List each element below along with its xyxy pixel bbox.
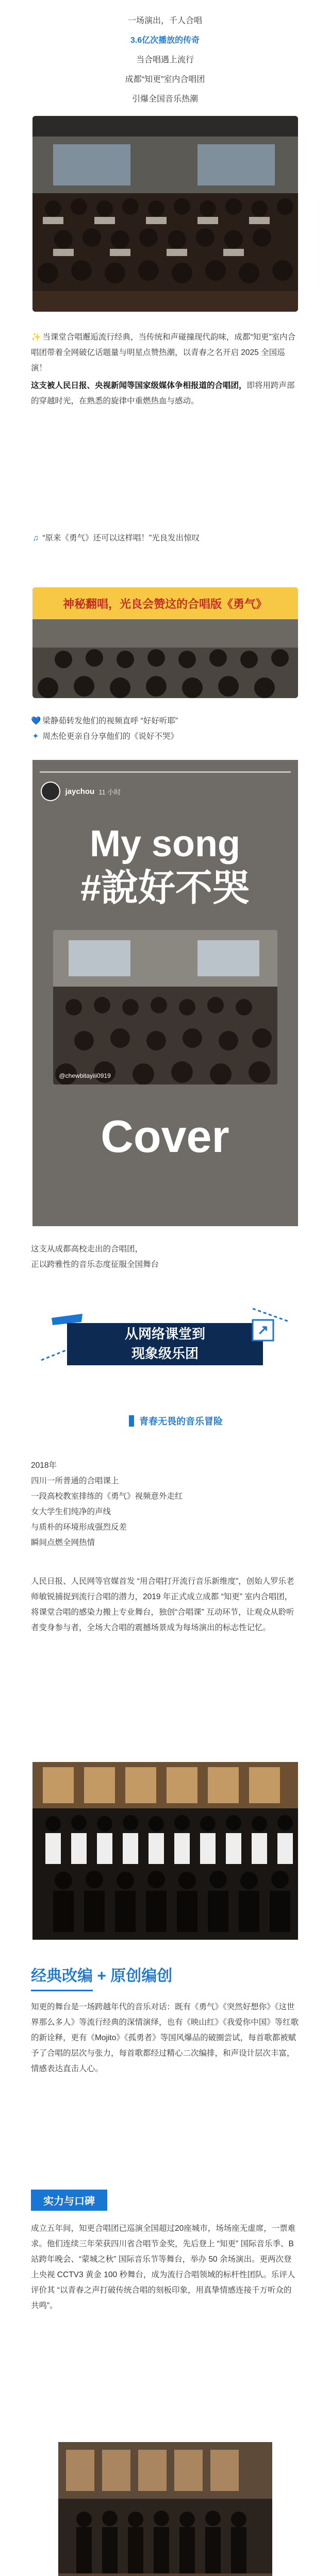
para-after-story-line2: 正以跨雅性的音乐态度征服全国舞台 bbox=[31, 1260, 159, 1269]
timeline-line-5: 瞬间点燃全网热情 bbox=[31, 1538, 95, 1547]
story-header bbox=[41, 782, 121, 801]
banner-online-line1: 从网络课堂到 bbox=[124, 1326, 205, 1342]
banner-caption: 神秘翻唱，光良会赞这的合唱版《勇气》 bbox=[62, 597, 267, 611]
choir-stage-illustration bbox=[58, 2442, 272, 2576]
sparkle-icon: ✦ bbox=[32, 732, 39, 741]
concert-stage-illustration bbox=[32, 1762, 298, 1940]
svg-text:↗: ↗ bbox=[257, 1322, 269, 1337]
para-intro-text2-prefix: 这支被人民日报、央视新闻等国家级媒体争相报道的合唱团， bbox=[31, 381, 247, 390]
intro-line-5: 引爆全国音乐热潮 bbox=[131, 95, 198, 104]
quote-guangliang bbox=[0, 531, 330, 546]
para-intro-text2-suffix: 即将用跨声部的穿越时光，在熟悉的旋律中重燃热血与感动。 bbox=[31, 381, 295, 405]
story-progress-bar bbox=[40, 771, 291, 773]
timeline-year: 2018年 bbox=[31, 1461, 57, 1470]
intro-block bbox=[0, 11, 330, 109]
sparkle-icon: ✨ bbox=[31, 333, 41, 342]
photo-courage-cover bbox=[32, 587, 298, 698]
section-classic-title: 经典改编 + 原创编创 bbox=[31, 1968, 173, 1985]
quote-celebrities-line2: 周杰伦更亲自分享他们的《说好不哭》 bbox=[42, 732, 178, 741]
para-intro-text: 当课堂合唱邂逅流行经典，当传统和声碰撞现代韵味，成都“知更”室内合唱团带着全网破亿话题量与明星点赞热潮，以青春之名开启 2025 全国巡演！ bbox=[31, 333, 296, 372]
banner-online-line2: 现象级乐团 bbox=[131, 1346, 199, 1361]
story-time: 11 小时 bbox=[98, 788, 121, 796]
subtitle-pill bbox=[129, 1414, 223, 1428]
photo-concert-stage bbox=[32, 1762, 298, 1940]
story-watermark: @chewbitayiii0919 bbox=[59, 1072, 111, 1079]
intro-line-1: 一场演出，千人合唱 bbox=[127, 16, 202, 25]
subtitle-pill-text: 青春无畏的音乐冒险 bbox=[139, 1416, 223, 1427]
story-video-frame bbox=[53, 930, 277, 1084]
section-strength bbox=[0, 2190, 330, 2314]
para-media bbox=[0, 1574, 330, 1636]
section-classic bbox=[0, 1963, 330, 2077]
para-after-story-line1: 这支从成都高校走出的合唱团， bbox=[31, 1245, 143, 1253]
para-media-text: 人民日报、人民网等官媒首发 “用合唱打开流行音乐新维度”，创始人罗乐老师敏锐捕捉到流行合唱的潜力，2019 年正式成立成都 “知更” 室内合唱团，将课堂合唱的感染力搬上专业舞台，独创“合唱课” 互动环节，让观众从聆听者变身参与者，全场大合唱的震撼场景成为每场演出的标志性记忆。 bbox=[31, 1577, 294, 1632]
banner-online-title bbox=[67, 1324, 263, 1363]
quote-guangliang-text: “原来《勇气》还可以这样唱！”光良发出惊叹 bbox=[42, 534, 200, 543]
section-banner-online bbox=[0, 1293, 330, 1381]
story-video-illustration bbox=[53, 930, 277, 1084]
avatar bbox=[41, 782, 60, 801]
heart-icon: 💙 bbox=[31, 717, 41, 725]
story-cover-label: Cover bbox=[101, 1111, 229, 1162]
courage-cover-illustration bbox=[32, 587, 298, 698]
quote-celebrities-line1: 梁静茹转发他们的视频直呼 “好好听耶” bbox=[42, 717, 178, 725]
timeline-block bbox=[0, 1458, 330, 1551]
story-title bbox=[32, 822, 298, 910]
music-note-icon: ♫ bbox=[32, 534, 39, 543]
photo-choir-classroom bbox=[32, 116, 298, 312]
story-title-line2: #說好不哭 bbox=[80, 868, 250, 909]
quote-celebrities bbox=[0, 714, 330, 744]
story-screenshot bbox=[32, 760, 298, 1226]
timeline-line-4: 与质朴的环境形成强烈反差 bbox=[31, 1523, 127, 1532]
choir-classroom-illustration bbox=[32, 116, 298, 312]
title-underline bbox=[31, 1990, 93, 1991]
section-classic-text: 知更的舞台是一场跨越年代的音乐对话：既有《勇气》《突然好想你》《这世界那么多人》等流行经典的深情演绎，也有《映山红》《我爱你中国》等红歌的新诠释，更有《Mojito》《孤勇者》等国风爆品的破圈尝试，每首歌都被赋予了合唱的层次与张力，每首歌都经过精心二次编排，和声设计层次丰富，情感表达直击人心。 bbox=[31, 2003, 299, 2073]
intro-line-2: 3.6亿次播放的传奇 bbox=[130, 36, 200, 45]
para-after-story bbox=[0, 1242, 330, 1273]
story-account: jaychou bbox=[65, 787, 95, 796]
timeline-line-3: 女大学生们纯净的声线 bbox=[31, 1507, 111, 1516]
pill-marker bbox=[129, 1415, 134, 1427]
timeline-line-2: 一段高校教室排练的《勇气》视频意外走红 bbox=[31, 1492, 183, 1501]
timeline-line-1: 四川一所普通的合唱课上 bbox=[31, 1477, 119, 1485]
section-strength-title: 实力与口碑 bbox=[31, 2190, 107, 2211]
intro-line-3: 当合唱遇上流行 bbox=[136, 56, 194, 64]
intro-line-4: 成都“知更”室内合唱团 bbox=[125, 75, 205, 84]
section-strength-text: 成立五年间，知更合唱团已巡演全国超过20座城市，场场座无虚席，一票难求。他们连续三年荣获四川省合唱节金奖，先后登上 “知更” 国际音乐季、B 站跨年晚会、“蒙城之秋” 国际音乐节等舞台，举办 50 余场演出。更两次登上央视 CCTV3 黄金 100 秒舞台，成为流行合唱领域的标杆性团队。乐评人评价其 “以青春之声打破传统合唱的刻板印象，用真挚情感连接千万听众的共鸣”。 bbox=[31, 2224, 296, 2310]
photo-choir-stage bbox=[58, 2442, 272, 2576]
para-intro bbox=[0, 330, 330, 409]
story-title-line1: My song bbox=[89, 823, 240, 865]
